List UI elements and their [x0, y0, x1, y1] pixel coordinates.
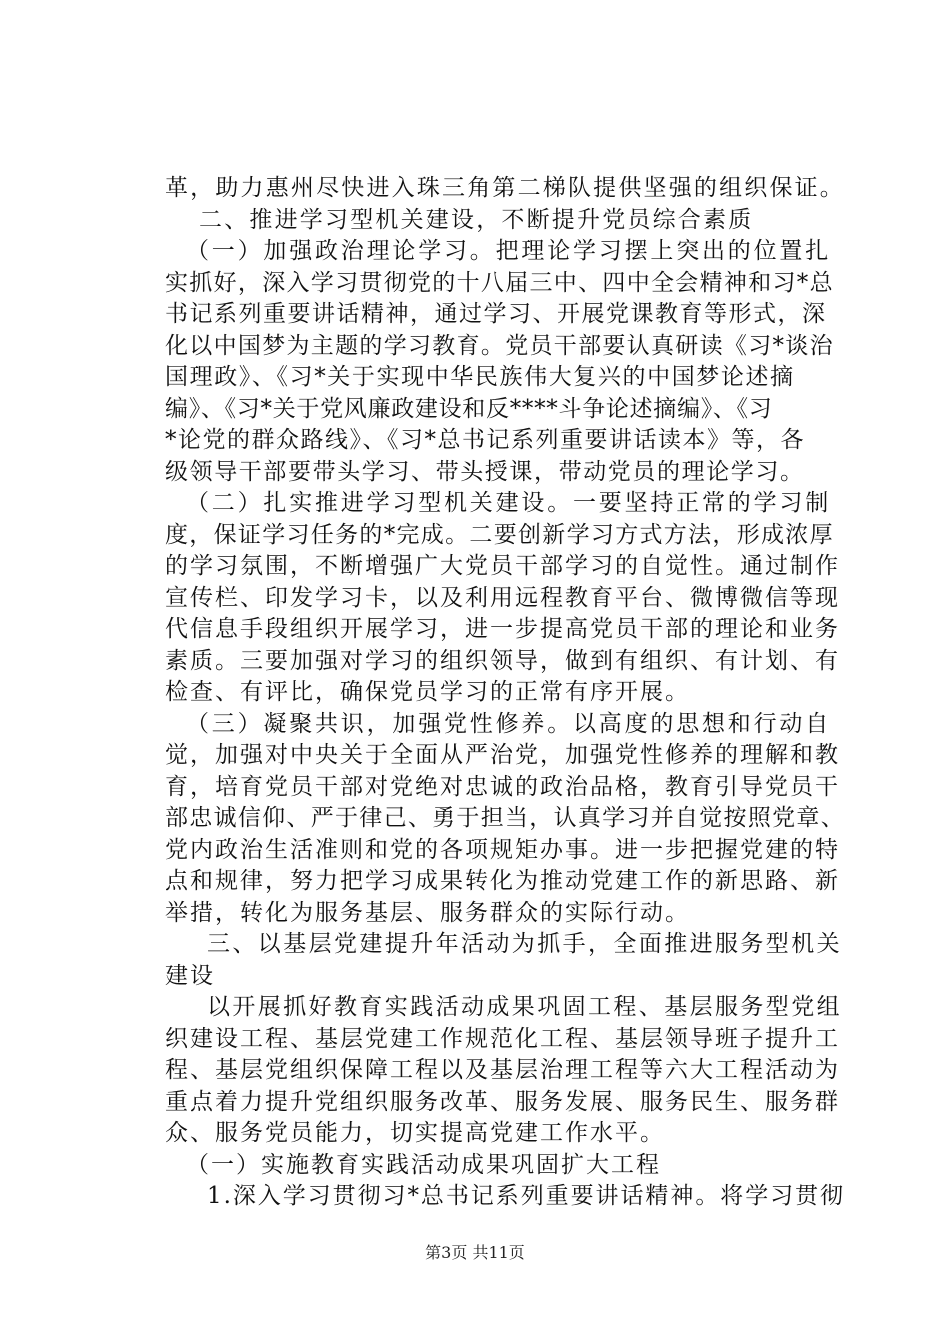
text-line: 重点着力提升党组织服务改革、服务发展、服务民生、服务群 [165, 1088, 840, 1115]
text-line: 部忠诚信仰、严于律己、勇于担当，认真学习并自觉按照党章、 [165, 805, 845, 831]
text-line: 的学习氛围，不断增强广大党员干部学习的自觉性。通过制作 [165, 553, 840, 579]
text-line: 革，助力惠州尽快进入珠三角第二梯队提供坚强的组织保证。 [165, 175, 845, 201]
text-line: 举措，转化为服务基层、服务群众的实际行动。 [165, 899, 690, 926]
text-line: 育，培育党员干部对党绝对忠诚的政治品格，教育引导党员干 [165, 773, 840, 800]
page-number-footer: 第3页 共11页 [425, 1243, 525, 1262]
text-line: 党内政治生活准则和党的各项规矩办事。进一步把握党建的特 [165, 836, 840, 863]
text-line: 素质。三要加强对学习的组织领导，做到有组织、有计划、有 [165, 647, 840, 674]
text-line: 觉，加强对中央关于全面从严治党，加强党性修养的理解和教 [165, 742, 840, 768]
text-line: *论党的群众路线》、《习*总书记系列重要讲话读本》等，各 [165, 427, 805, 453]
text-line: 宣传栏、印发学习卡，以及利用远程教育平台、微博微信等现 [165, 584, 840, 611]
subsection-heading-2-2: （二）扎实推进学习型机关建设。一要坚持正常的学习制 [186, 490, 831, 516]
text-line: 度，保证学习任务的*完成。二要创新学习方式方法，形成浓厚 [165, 521, 834, 548]
subsection-heading-3-1: （一）实施教育实践活动成果巩固扩大工程 [186, 1151, 661, 1178]
subsection-heading-2-3: （三）凝聚共识，加强党性修养。以高度的思想和行动自 [186, 710, 831, 737]
text-line: 以开展抓好教育实践活动成果巩固工程、基层服务型党组 [207, 994, 842, 1020]
subsection-heading-2-1: （一）加强政治理论学习。把理论学习摆上突出的位置扎 [186, 238, 831, 264]
text-line: 书记系列重要讲话精神，通过学习、开展党课教育等形式，深 [165, 301, 827, 327]
text-line: 点和规律，努力把学习成果转化为推动党建工作的新思路、新 [165, 868, 840, 894]
text-line: 织建设工程、基层党建工作规范化工程、基层领导班子提升工 [165, 1025, 840, 1052]
section-heading-3: 三、以基层党建提升年活动为抓手，全面推进服务型机关 [207, 931, 842, 957]
text-line: 编》、《习*关于党风廉政建设和反****斗争论述摘编》、《习 [165, 395, 773, 422]
text-line: 程、基层党组织保障工程以及基层治理工程等六大工程活动为 [165, 1057, 840, 1083]
item-heading-1: 1.深入学习贯彻习*总书记系列重要讲话精神。将学习贯彻 [207, 1183, 845, 1209]
text-line: 检查、有评比，确保党员学习的正常有序开展。 [165, 679, 690, 705]
text-line: 建设 [165, 962, 215, 989]
section-heading-2: 二、推进学习型机关建设，不断提升党员综合素质 [199, 206, 754, 233]
text-line: 众、服务党员能力，切实提高党建工作水平。 [165, 1120, 665, 1146]
text-line: 化以中国梦为主题的学习教育。党员干部要认真研读《习*谈治 [165, 332, 834, 359]
text-line: 实抓好，深入学习贯彻党的十八届三中、四中全会精神和习*总 [165, 269, 834, 296]
text-line: 级领导干部要带头学习、带头授课，带动党员的理论学习。 [165, 458, 805, 485]
text-line: 国理政》、《习*关于实现中华民族伟大复兴的中国梦论述摘 [165, 364, 795, 390]
text-line: 代信息手段组织开展学习，进一步提高党员干部的理论和业务 [165, 616, 840, 642]
document-body [165, 173, 845, 1213]
